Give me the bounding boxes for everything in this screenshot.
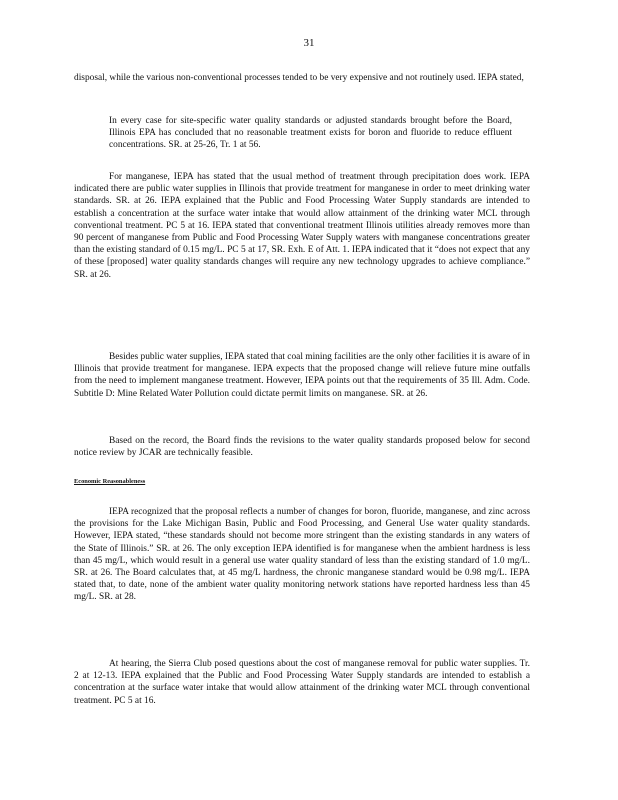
block-quote: In every case for site-specific water quality standards or adjusted standards brought before the Board, Illinois EPA has concluded that no reasonable treatment exists for boron and fluoride to reduce effluent concentrations. SR. at 25-26, Tr. 1 at 56. <box>109 116 512 151</box>
paragraph-iepa-recognized: IEPA recognized that the proposal reflects a number of changes for boron, fluoride, manganese, and zinc across the provisions for the Lake Michigan Basin, Public and Food Processing, and General Use water quality standards. However, IEPA stated, “these standards should not become more stringent than the existing standards in any waters of the State of Illinois.” SR. at 26. The only exception IEPA identified is for manganese when the ambient hardness is less than 45 mg/L, which would result in a general use water quality standard of less than the existing standard of 1.0 mg/L. SR. at 26. The Board calculates that, at 45 mg/L hardness, the chronic manganese standard would be 0.98 mg/L. IEPA stated that, to date, none of the ambient water quality monitoring network stations have reported hardness less than 45 mg/L. SR. at 28. <box>74 507 530 603</box>
section-heading <box>74 478 145 485</box>
page-number: 31 <box>303 37 315 49</box>
paragraph-manganese: For manganese, IEPA has stated that the usual method of treatment through precipitation does work. IEPA indicated there are public water supplies in Illinois that provide treatment for manganese in order to meet drinking water standards. SR. at 26. IEPA explained that the Public and Food Processing Water Supply standards are intended to establish a concentration at the surface water intake that would allow attainment of the drinking water MCL through conventional treatment. PC 5 at 16. IEPA stated that conventional treatment Illinois utilities already removes more than 90 percent of manganese from Public and Food Processing Water Supply waters with manganese concentrations greater than the existing standard of 0.15 mg/L. PC 5 at 17, SR. Exh. E of Att. 1. IEPA indicated that it “does not expect that any of these [proposed] water quality standards changes will require any new technology upgrades to achieve compliance.” SR. at 26. <box>74 172 530 280</box>
paragraph-coal-mining: Besides public water supplies, IEPA stated that coal mining facilities are the only other facilities it is aware of in Illinois that provide treatment for manganese. IEPA expects that the proposed change will relieve future mine outfalls from the need to implement manganese treatment. However, IEPA points out that the requirements of 35 Ill. Adm. Code. Subtitle D: Mine Related Water Pollution could dictate permit limits on manganese. SR. at 26. <box>74 352 530 399</box>
paragraph-sierra-club: At hearing, the Sierra Club posed questions about the cost of manganese removal for public water supplies. Tr. 2 at 12-13. IEPA explained that the Public and Food Processing Water Supply standards are intended to establish a concentration at the surface water intake that would allow attainment of the drinking water MCL through conventional treatment. PC 5 at 16. <box>74 659 530 706</box>
paragraph-board-finds: Based on the record, the Board finds the revisions to the water quality standards proposed below for second notice review by JCAR are technically feasible. <box>74 436 530 459</box>
paragraph-disposal: disposal, while the various non-conventional processes tended to be very expensive and not routinely used. IEPA stated, <box>74 73 524 83</box>
section-heading-text: Economic Reasonableness <box>74 478 146 485</box>
